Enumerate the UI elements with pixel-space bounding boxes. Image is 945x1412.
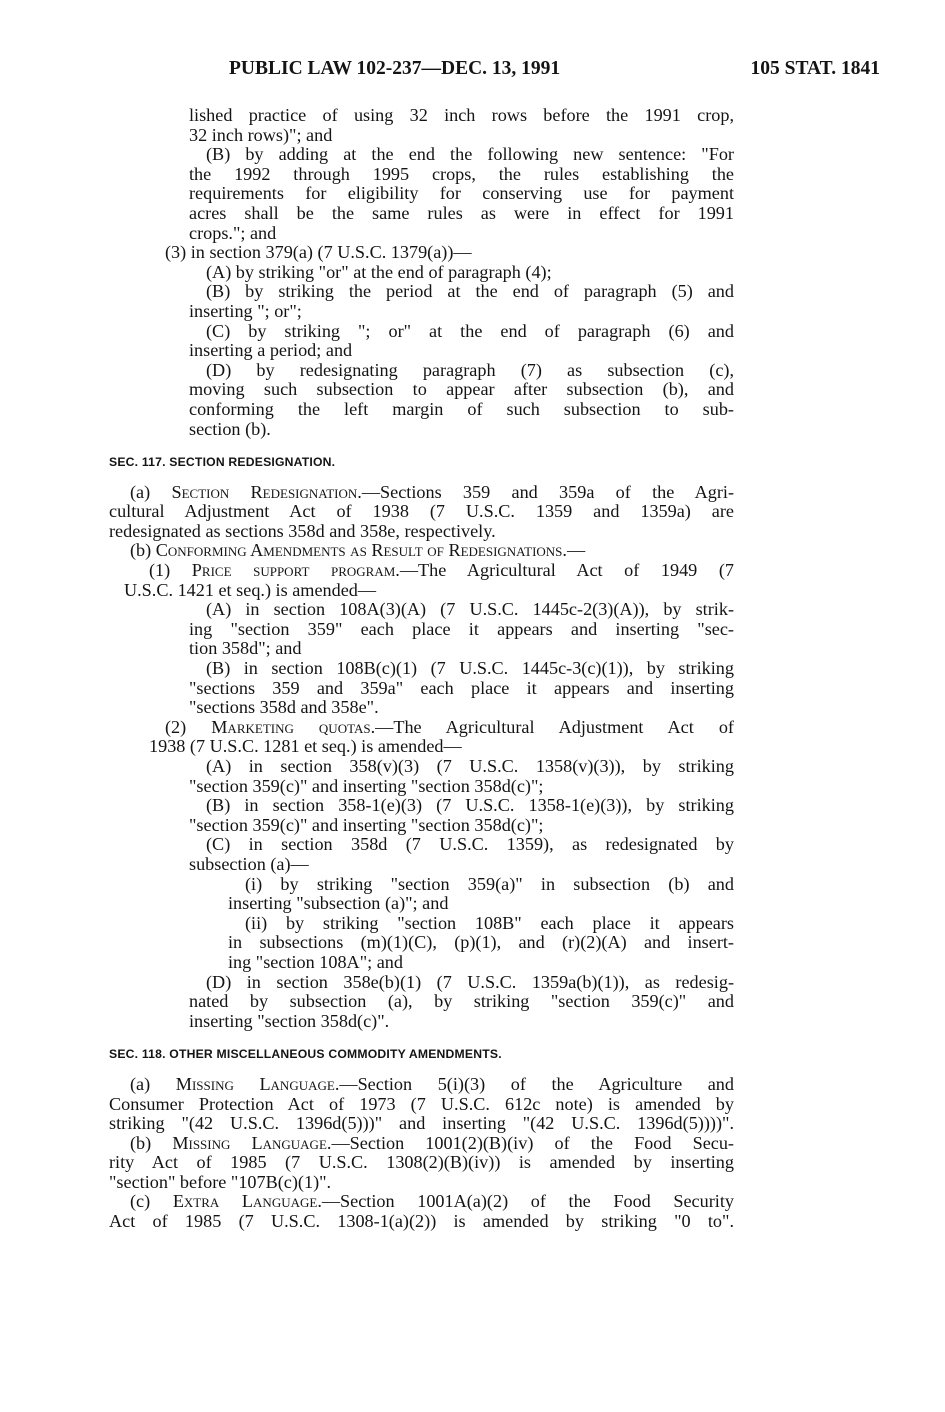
text-line: "section 359(c)" and inserting "section 358d(c)";	[189, 814, 544, 835]
text-line: 1938 (7 U.S.C. 1281 et seq.) is amended—	[149, 736, 462, 757]
text-line: inserting "; or";	[189, 300, 302, 321]
text-line: (b) Conforming Amendments as Result of Redesignations.—	[130, 540, 586, 561]
text-line: (b) Missing Language.—Section 1001(2)(B)(iv) of the Food Secu-	[130, 1132, 734, 1153]
text-line: (ii) by striking "section 108B" each place it appears	[245, 912, 734, 933]
text-line: (C) in section 358d (7 U.S.C. 1359), as redesignated by	[206, 834, 734, 855]
text-line: "sections 358d and 358e".	[189, 697, 379, 718]
section-heading: SEC. 118. OTHER MISCELLANEOUS COMMODITY AMENDMENTS.	[109, 1047, 502, 1062]
text-line: (B) in section 108B(c)(1) (7 U.S.C. 1445c-3(c)(1)), by striking	[206, 658, 734, 679]
text-line: tion 358d"; and	[189, 638, 302, 659]
text-line: subsection (a)—	[189, 853, 309, 874]
text-line: (A) in section 358(v)(3) (7 U.S.C. 1358(v)(3)), by striking	[206, 756, 734, 776]
text-line: (A) in section 108A(3)(A) (7 U.S.C. 1445c-2(3)(A)), by strik-	[206, 599, 734, 620]
text-line: (C) by striking "; or" at the end of paragraph (6) and	[206, 320, 734, 341]
text-line: (B) in section 358-1(e)(3) (7 U.S.C. 1358-1(e)(3)), by striking	[206, 795, 734, 816]
text-line: redesignated as sections 358d and 358e, respectively.	[109, 520, 496, 541]
text-line: lished practice of using 32 inch rows before the 1991 crop,	[189, 105, 734, 125]
text-line: (B) by adding at the end the following new sentence: "For	[206, 144, 734, 165]
text-line: requirements for eligibility for conserving use for payment	[189, 183, 734, 204]
text-line: rity Act of 1985 (7 U.S.C. 1308(2)(B)(iv)) is amended by inserting	[109, 1152, 734, 1173]
header-title: PUBLIC LAW 102-237—DEC. 13, 1991	[229, 58, 561, 79]
page-number: 105 STAT. 1841	[750, 58, 880, 79]
text-line: (D) by redesignating paragraph (7) as subsection (c),	[206, 359, 734, 380]
text-line: Act of 1985 (7 U.S.C. 1308-1(a)(2)) is amended by striking "0 to".	[109, 1211, 734, 1232]
text-line: (D) in section 358e(b)(1) (7 U.S.C. 1359a(b)(1)), as redesig-	[206, 971, 734, 992]
text-line: (A) by striking "or" at the end of paragraph (4);	[206, 261, 552, 282]
text-line: inserting "section 358d(c)".	[189, 1010, 390, 1031]
document-body	[109, 106, 734, 1232]
text-line: section (b).	[189, 418, 271, 439]
text-line: ing "section 359" each place it appears and inserting "sec-	[189, 618, 734, 639]
text-line: "section" before "107B(c)(1)".	[109, 1171, 332, 1192]
text-line: in subsections (m)(1)(C), (p)(1), and (r)(2)(A) and insert-	[228, 932, 734, 953]
text-line: (i) by striking "section 359(a)" in subsection (b) and	[245, 873, 734, 894]
text-line: (2) Marketing quotas.—The Agricultural Adjustment Act of	[165, 716, 734, 737]
text-line: (1) Price support program.—The Agricultural Act of 1949 (7	[149, 560, 734, 581]
running-header	[0, 58, 945, 88]
text-line: (c) Extra Language.—Section 1001A(a)(2) of the Food Security	[130, 1191, 734, 1212]
text-line: "section 359(c)" and inserting "section 358d(c)";	[189, 775, 544, 796]
text-line: inserting "subsection (a)"; and	[228, 893, 449, 914]
text-line: conforming the left margin of such subsection to sub-	[189, 398, 734, 419]
text-line: "sections 359 and 359a" each place it appears and inserting	[189, 677, 734, 698]
text-line: (a) Missing Language.—Section 5(i)(3) of the Agriculture and	[130, 1073, 734, 1094]
text-line: (B) by striking the period at the end of paragraph (5) and	[206, 281, 734, 302]
text-line: striking "(42 U.S.C. 1396d(5)))" and inserting "(42 U.S.C. 1396d(5))))".	[109, 1113, 734, 1134]
text-line: cultural Adjustment Act of 1938 (7 U.S.C. 1359 and 1359a) are	[109, 501, 734, 522]
text-line: 32 inch rows)"; and	[189, 124, 333, 145]
text-line: (a) Section Redesignation.—Sections 359 and 359a of the Agri-	[130, 481, 735, 502]
text-line: ing "section 108A"; and	[228, 951, 403, 972]
text-line: the 1992 through 1995 crops, the rules establishing the	[189, 163, 734, 184]
text-line: crops."; and	[189, 222, 277, 243]
text-line: moving such subsection to appear after subsection (b), and	[189, 379, 734, 400]
text-line: Consumer Protection Act of 1973 (7 U.S.C. 612c note) is amended by	[109, 1093, 734, 1114]
text-line: acres shall be the same rules as were in effect for 1991	[189, 202, 734, 223]
text-line: nated by subsection (a), by striking "section 359(c)" and	[189, 991, 734, 1012]
section-heading: SEC. 117. SECTION REDESIGNATION.	[109, 455, 336, 470]
text-line: inserting a period; and	[189, 340, 353, 361]
text-line: U.S.C. 1421 et seq.) is amended—	[124, 579, 377, 600]
text-line: (3) in section 379(a) (7 U.S.C. 1379(a))—	[165, 242, 472, 263]
